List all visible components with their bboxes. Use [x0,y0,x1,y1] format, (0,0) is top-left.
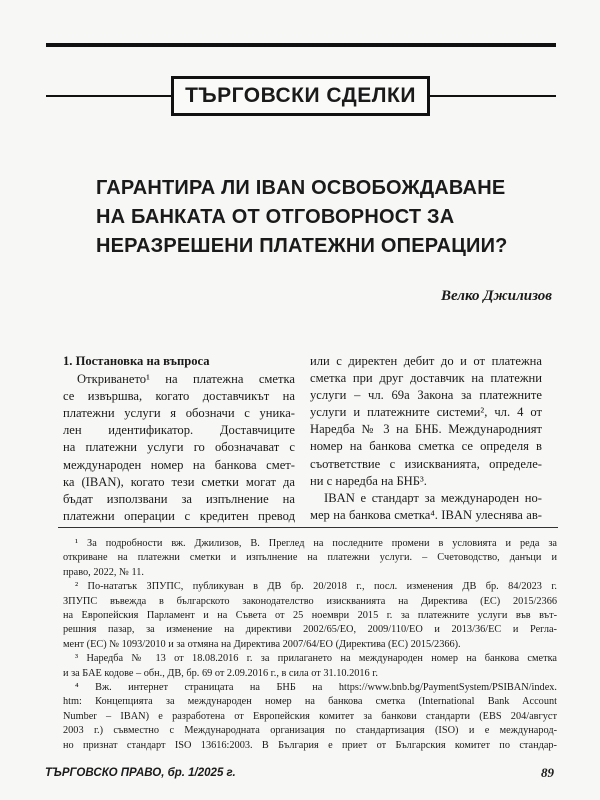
section-heading: 1. Постановка на въпроса [63,354,210,368]
title-line: НЕРАЗРЕШЕНИ ПЛАТЕЖНИ ОПЕРАЦИИ? [96,235,508,257]
text-line: Откриването¹ на платежна сметка [77,372,295,387]
text-line: международен номер на банкова смет- [63,457,295,472]
text-line: номер на банкова сметка се определя в [310,439,542,454]
text-line: мер на банкова сметка⁴. IBAN улеснява ав- [310,507,542,522]
footnote-line: и за БАЕ кодове – обн., ДВ, бр. 69 от 2.09.2016 г., в сила от 31.10.2016 г. [63,667,378,679]
text-line: на платежни услуги го обозначават с [63,440,295,455]
section-line-left [46,95,171,97]
text-line: ни с наредба на БНБ³. [310,473,427,488]
page-number: 89 [541,765,554,780]
section-label: ТЪРГОВСКИ СДЕЛКИ [171,76,430,116]
text-line: Наредба № 3 на БНБ. Международният [310,422,542,437]
text-line: платежни операции с кредитен превод [63,508,295,523]
text-line: или с директен дебит до и от платежна [310,354,542,368]
text-line: услуги – чл. 69а Закона за платежните [310,388,542,403]
footnote-line: ² По-нататък ЗПУПС, публикуван в ДВ бр. 20/2018 г., посл. изменения ДВ бр. 84/2023 г. [75,581,557,593]
footnote-line: ⁴ Вж. интернет страницата на БНБ на https://www.bnb.bg/PaymentSystem/PSIBAN/index. [75,682,557,694]
footnote-line: Number – IBAN) е разработена от Европейския комитет за банкови стандарти (EBS 204/август [63,710,557,722]
title-line: НА БАНКАТА ОТ ОТГОВОРНОСТ ЗА [96,206,455,228]
text-line: IBAN е стандарт за международен но- [324,490,542,505]
footnote-line: на Европейския Парламент и на Съвета от 25 ноември 2015 г. за платежните услуги във вът- [63,610,557,622]
left-column [63,353,295,525]
text-line: съответствие с изискванията, определе- [310,456,542,471]
footnote-line: но признат стандарт ISO 13616:2003. В България е приет от Българския комитет по стандар- [63,739,557,751]
footnote-line: ³ Наредба № 13 от 18.08.2016 г. за прилагането на международен номер на банкова сметка [75,653,557,665]
footnote-line: право, 2022, № 11. [63,566,144,578]
footnote-line: ¹ За подробности вж. Джилизов, В. Преглед на последните промени в условията и реда за [75,538,557,549]
footnote-line: ЗПУПС въвежда в българското законодателство изискванията на Директива (ЕС) 2015/2366 [63,595,557,607]
footnote-line: решния пазар, за изменение на директиви 2002/65/ЕО, 2009/110/ЕО и 2013/36/ЕС и Регла- [63,624,557,636]
footnote-separator [58,527,558,528]
text-line: платежни услуги я обозначи с уника- [63,406,295,421]
text-line: услуги и платежните системи², чл. 4 от [310,405,542,420]
section-line-right [430,95,556,97]
footnote-line: откриване на платежни сметки и изпълнение на платежни услуги. – Счетоводство, данъци и [63,552,557,564]
top-rule [46,43,556,47]
right-column [310,353,542,524]
journal-footer: ТЪРГОВСКО ПРАВО, бр. 1/2025 г. [45,767,236,779]
footnotes [63,537,557,753]
text-line: ка (IBAN), когато тези сметки могат да [63,474,295,489]
title-line: ГАРАНТИРА ЛИ IBAN ОСВОБОЖДАВАНЕ [96,177,506,199]
footnote-line: мент (ЕС) № 1093/2010 и за отмяна на Директива 2007/64/ЕО (Директива (ЕС) 2015/2366). [63,638,461,650]
author-name: Велко Джилизов [440,288,552,304]
text-line: бъдат използвани за изпълнение на [63,491,295,506]
article-title [96,174,566,261]
footnote-line: htm: Концепцията за международен номер на банкова сметка (International Bank Account [63,696,557,708]
text-line: сметка при друг доставчик на платежни [310,371,542,386]
footnote-line: 2003 г.) съвместно с Международната организация по стандартизация (ISO) и е международ- [63,725,557,737]
text-line: лен идентификатор. Доставчиците [63,423,295,438]
text-line: се извършва, когато доставчикът на [63,389,295,404]
